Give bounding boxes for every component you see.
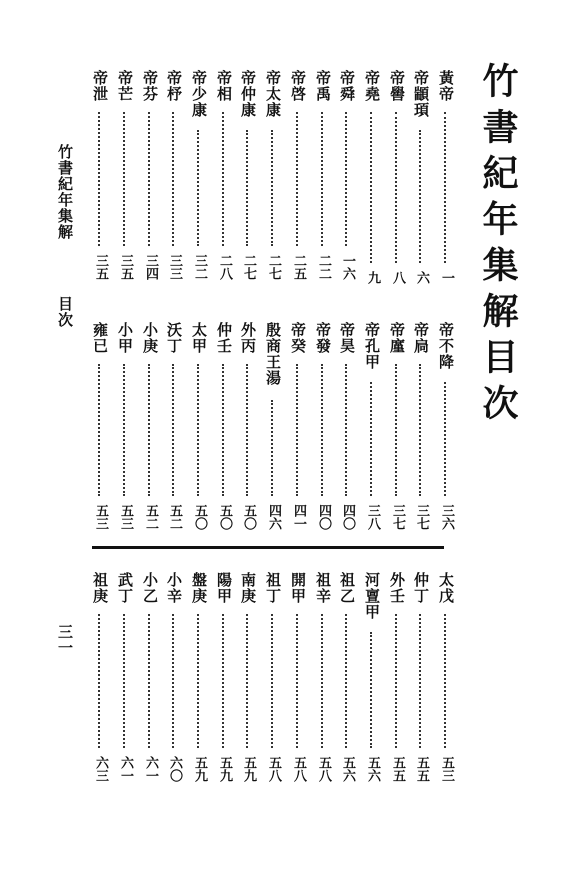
toc-entry-title: 帝發	[314, 322, 332, 354]
toc-entry-page: 三七	[414, 504, 429, 530]
toc-entry-page: 二七	[266, 254, 281, 280]
toc-entry-title: 帝嚳	[388, 70, 406, 102]
toc-entry[interactable]	[360, 322, 384, 538]
toc-entry-title: 小辛	[165, 572, 183, 604]
leader-dots	[123, 614, 125, 748]
toc-entry-title: 沃丁	[165, 322, 183, 354]
toc-entry[interactable]	[113, 572, 137, 790]
toc-entry[interactable]	[187, 572, 211, 790]
toc-entry-page: 五二	[167, 504, 182, 530]
toc-entry-page: 三四	[143, 254, 158, 280]
toc-entry-page: 四一	[291, 504, 306, 530]
toc-entry-title: 祖丁	[264, 572, 282, 604]
toc-entry[interactable]	[311, 322, 335, 538]
toc-entry-page: 五〇	[217, 504, 232, 530]
toc-entry-page: 二五	[291, 254, 306, 280]
toc-entry-title: 帝芬	[141, 70, 159, 102]
leader-dots	[197, 130, 199, 246]
toc-entry-title: 河亶甲	[363, 572, 381, 620]
section-divider	[92, 546, 444, 549]
toc-entry[interactable]	[113, 322, 137, 538]
leader-dots	[419, 364, 421, 496]
leader-dots	[345, 614, 347, 748]
toc-entry-title: 小甲	[116, 322, 134, 354]
running-head-section: 目次	[56, 296, 74, 328]
toc-entry-page: 三六	[439, 504, 454, 530]
leader-dots	[148, 614, 150, 748]
toc-entry-page: 一	[439, 271, 454, 284]
toc-entry[interactable]	[138, 70, 162, 288]
toc-entry[interactable]	[212, 70, 236, 288]
toc-entry-page: 五二	[143, 504, 158, 530]
toc-entry-title: 小乙	[141, 572, 159, 604]
toc-entry-page: 五八	[266, 756, 281, 782]
toc-entry-page: 三三	[167, 254, 182, 280]
toc-entry-title: 小庚	[141, 322, 159, 354]
leader-dots	[172, 614, 174, 748]
toc-entry-page: 五九	[192, 756, 207, 782]
leader-dots	[98, 364, 100, 496]
toc-entry-page: 六一	[143, 756, 158, 782]
toc-entry[interactable]	[286, 70, 310, 288]
leader-dots	[444, 614, 446, 748]
toc-entry[interactable]	[212, 572, 236, 790]
leader-dots	[271, 130, 273, 246]
toc-entry-page: 五六	[340, 756, 355, 782]
toc-entry-page: 六	[414, 271, 429, 284]
leader-dots	[370, 112, 372, 263]
toc-entry-page: 六一	[118, 756, 133, 782]
toc-entry-title: 帝啓	[289, 70, 307, 102]
toc-entry-title: 帝泄	[91, 70, 109, 102]
leader-dots	[419, 130, 421, 263]
toc-entry[interactable]	[162, 322, 186, 538]
leader-dots	[123, 112, 125, 246]
toc-entry-page: 三五	[93, 254, 108, 280]
toc-entry[interactable]	[187, 70, 211, 288]
toc-entry[interactable]	[88, 572, 112, 790]
toc-entry[interactable]	[434, 572, 458, 790]
toc-entry[interactable]	[286, 572, 310, 790]
toc-entry-title: 太甲	[190, 322, 208, 354]
toc-entry[interactable]	[409, 322, 433, 538]
toc-entry[interactable]	[88, 322, 112, 538]
toc-entry-page: 九	[365, 271, 380, 284]
toc-entry-page: 四六	[266, 504, 281, 530]
toc-entry-page: 五六	[365, 756, 380, 782]
leader-dots	[148, 112, 150, 246]
toc-entry-title: 帝昊	[338, 322, 356, 354]
leader-dots	[246, 614, 248, 748]
leader-dots	[123, 364, 125, 496]
toc-entry-title: 帝杼	[165, 70, 183, 102]
toc-entry-page: 三八	[365, 504, 380, 530]
toc-entry-page: 四〇	[340, 504, 355, 530]
leader-dots	[444, 382, 446, 496]
leader-dots	[321, 112, 323, 246]
leader-dots	[98, 614, 100, 748]
toc-entry-title: 帝不降	[437, 322, 455, 370]
leader-dots	[296, 364, 298, 496]
toc-entry-title: 帝相	[215, 70, 233, 102]
toc-entry-page: 六〇	[167, 756, 182, 782]
toc-entry-title: 外丙	[239, 322, 257, 354]
leader-dots	[246, 130, 248, 246]
toc-entry[interactable]	[113, 70, 137, 288]
toc-entry[interactable]	[360, 572, 384, 790]
leader-dots	[222, 364, 224, 496]
toc-entry-title: 帝仲康	[239, 70, 257, 118]
toc-entry-title: 雍已	[91, 322, 109, 354]
toc-entry[interactable]	[385, 322, 409, 538]
leader-dots	[172, 112, 174, 246]
leader-dots	[345, 112, 347, 246]
toc-entry-page: 五八	[291, 756, 306, 782]
toc-entry-title: 盤庚	[190, 572, 208, 604]
toc-entry[interactable]	[261, 572, 285, 790]
toc-entry-page: 八	[390, 271, 405, 284]
toc-entry-page: 五〇	[192, 504, 207, 530]
leader-dots	[395, 112, 397, 263]
toc-entry-page: 五五	[414, 756, 429, 782]
toc-entry-page: 五三	[439, 756, 454, 782]
toc-entry-page: 五九	[241, 756, 256, 782]
toc-entry-title: 帝孔甲	[363, 322, 381, 370]
toc-entry-title: 帝少康	[190, 70, 208, 118]
toc-entry[interactable]	[187, 322, 211, 538]
toc-entry-title: 仲丁	[412, 572, 430, 604]
leader-dots	[197, 364, 199, 496]
leader-dots	[172, 364, 174, 496]
toc-entry[interactable]	[385, 70, 409, 288]
toc-entry-page: 三七	[390, 504, 405, 530]
toc-entry-title: 太戊	[437, 572, 455, 604]
toc-entry-page: 五三	[118, 504, 133, 530]
toc-entry-title: 祖庚	[91, 572, 109, 604]
toc-entry-title: 武丁	[116, 572, 134, 604]
leader-dots	[98, 112, 100, 246]
toc-entry-page: 三二	[192, 254, 207, 280]
toc-entry-page: 二二	[316, 254, 331, 280]
page-number: 三一	[56, 624, 74, 656]
toc-entry-page: 二八	[217, 254, 232, 280]
toc-entry[interactable]	[236, 70, 260, 288]
toc-entry-page: 四〇	[316, 504, 331, 530]
toc-entry[interactable]	[261, 70, 285, 288]
toc-entry[interactable]	[409, 572, 433, 790]
toc-entry[interactable]	[360, 70, 384, 288]
leader-dots	[296, 614, 298, 748]
leader-dots	[395, 614, 397, 748]
toc-entry[interactable]	[335, 322, 359, 538]
toc-entry[interactable]	[138, 322, 162, 538]
toc-entry-page: 五三	[93, 504, 108, 530]
leader-dots	[246, 364, 248, 496]
toc-entry-title: 外壬	[388, 572, 406, 604]
toc-entry[interactable]	[385, 572, 409, 790]
toc-entry[interactable]	[434, 70, 458, 288]
toc-entry-title: 帝廑	[388, 322, 406, 354]
leader-dots	[345, 364, 347, 496]
toc-entry-title: 陽甲	[215, 572, 233, 604]
toc-entry-page: 五〇	[241, 504, 256, 530]
toc-entry-page: 二七	[241, 254, 256, 280]
toc-entry[interactable]	[311, 572, 335, 790]
toc-entry[interactable]	[335, 572, 359, 790]
toc-entry[interactable]	[261, 322, 285, 538]
page-title: 竹書紀年集解目次	[477, 62, 519, 430]
toc-entry-title: 帝太康	[264, 70, 282, 118]
toc-entry-title: 帝禹	[314, 70, 332, 102]
toc-entry[interactable]	[212, 322, 236, 538]
leader-dots	[419, 614, 421, 748]
leader-dots	[444, 112, 446, 263]
toc-entry-page: 一六	[340, 254, 355, 280]
leader-dots	[296, 112, 298, 246]
toc-entry[interactable]	[286, 322, 310, 538]
running-head-book: 竹書紀年集解	[56, 144, 74, 240]
toc-entry-title: 祖辛	[314, 572, 332, 604]
toc-entry-title: 祖乙	[338, 572, 356, 604]
leader-dots	[197, 614, 199, 748]
toc-entry-title: 南庚	[239, 572, 257, 604]
toc-entry[interactable]	[88, 70, 112, 288]
toc-entry-title: 仲壬	[215, 322, 233, 354]
toc-entry[interactable]	[434, 322, 458, 538]
toc-entry-title: 帝芒	[116, 70, 134, 102]
toc-entry-title: 帝顓頊	[412, 70, 430, 118]
toc-entry[interactable]	[335, 70, 359, 288]
leader-dots	[271, 400, 273, 496]
toc-entry-page: 三五	[118, 254, 133, 280]
toc-entry-title: 帝扃	[412, 322, 430, 354]
toc-entry-title: 黃帝	[437, 70, 455, 102]
leader-dots	[395, 364, 397, 496]
toc-entry-page: 五五	[390, 756, 405, 782]
toc-entry[interactable]	[236, 572, 260, 790]
toc-entry-title: 帝堯	[363, 70, 381, 102]
leader-dots	[370, 382, 372, 496]
toc-entry-title: 帝舜	[338, 70, 356, 102]
leader-dots	[321, 614, 323, 748]
leader-dots	[222, 614, 224, 748]
toc-entry[interactable]	[162, 70, 186, 288]
leader-dots	[222, 112, 224, 246]
toc-entry-page: 五八	[316, 756, 331, 782]
toc-entry-title: 帝癸	[289, 322, 307, 354]
toc-entry-page: 五九	[217, 756, 232, 782]
toc-entry[interactable]	[236, 322, 260, 538]
leader-dots	[321, 364, 323, 496]
toc-entry[interactable]	[409, 70, 433, 288]
leader-dots	[271, 614, 273, 748]
toc-entry-page: 六三	[93, 756, 108, 782]
toc-entry-title: 開甲	[289, 572, 307, 604]
toc-entry[interactable]	[162, 572, 186, 790]
toc-entry-title: 殷商王湯	[264, 322, 282, 386]
toc-entry[interactable]	[138, 572, 162, 790]
leader-dots	[370, 632, 372, 748]
leader-dots	[148, 364, 150, 496]
toc-entry[interactable]	[311, 70, 335, 288]
